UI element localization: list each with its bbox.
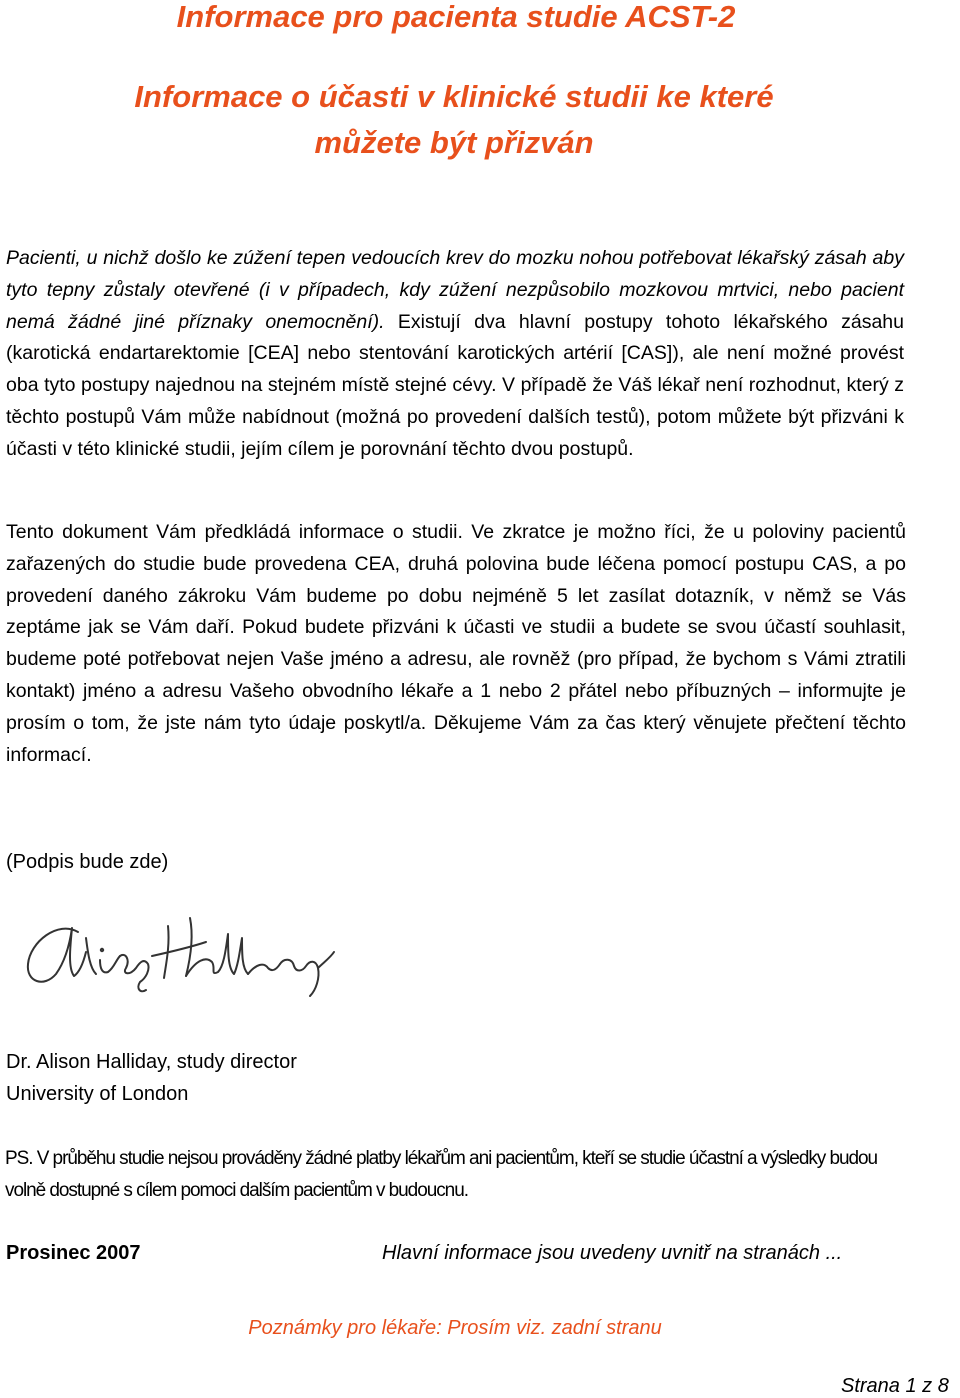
date-label: Prosinec 2007 — [6, 1242, 141, 1264]
author-name: Dr. Alison Halliday, study director — [6, 1051, 297, 1073]
main-info-note: Hlavní informace jsou uvedeny uvnitř na stranách ... — [382, 1242, 843, 1264]
intro-regular-text: Existují dva hlavní postupy tohoto lékařského zásahu (karotická endartarektomie [CEA] nebo stentování karotických artérií [CAS]), ale není možné provést oba tyto postupy najednou na stejném místě stejné cévy. V případě že Váš lékař není rozhodnut, který z těchto postupů Vám může nabídnout (možná po provedení dalších testů), potom můžete být přizváni k účasti v této klinické studii, jejím cílem je porovnání těchto dvou postupů. — [6, 310, 904, 460]
document-paragraph: Tento dokument Vám předkládá informace o studii. Ve zkratce je možno říci, že u poloviny pacientů zařazených do studie bude provedena CEA, druhá polovina bude léčena pomocí postupu CAS, a po provedení daného zákroku Vám budeme po dobu nejméně 5 let zasílat dotazník, v němž se Vás zeptáme jak se Vám daří. Pokud budete přizváni k účasti ve studii a budete se svou účastí souhlasit, budeme poté potřebovat nejen Vaše jméno a adresu, ale rovněž (pro případ, že bychom s Vámi ztratili kontakt) jméno a adresu Vašeho obvodního lékaře a 1 nebo 2 přátel nebo příbuzných – informujte je prosím o tom, že jste nám tyto údaje poskytl/a. Děkujeme Vám za čas který věnujete přečtení těchto informací. — [6, 521, 906, 766]
intro-italic-text: Pacienti, u nichž došlo ke zúžení tepen vedoucích krev do mozku nohou potřebovat lékařský zásah aby tyto tepny zůstaly otevřené (i v případech, kdy zúžení nezpůsobilo mozkovou mrtvici, nebo pacient nemá žádné jiné příznaky onemocnění). — [6, 247, 904, 333]
page-title: Informace pro pacienta studie ACST-2 — [176, 0, 736, 34]
page-counter: Strana 1 z 8 — [841, 1375, 949, 1397]
doctor-notes-note: Poznámky pro lékaře: Prosím viz. zadní stranu — [248, 1317, 662, 1339]
ps-note: PS. V průběhu studie nejsou prováděny žádné platby lékařům ani pacientům, kteří se studie účastní a výsledky budou volně dostupné s cílem pomoci dalším pacientům v budoucnu. — [5, 1148, 878, 1201]
signature-drawing — [20, 912, 336, 1002]
intro-paragraph — [6, 243, 904, 466]
subtitle-line-1: Informace o účasti v klinické studii ke které — [134, 79, 774, 114]
author-organization: University of London — [6, 1083, 189, 1105]
handwritten-signature — [20, 912, 336, 1002]
signature-note: (Podpis bude zde) — [6, 851, 169, 873]
subtitle-line-2: můžete být přizván — [314, 125, 594, 160]
